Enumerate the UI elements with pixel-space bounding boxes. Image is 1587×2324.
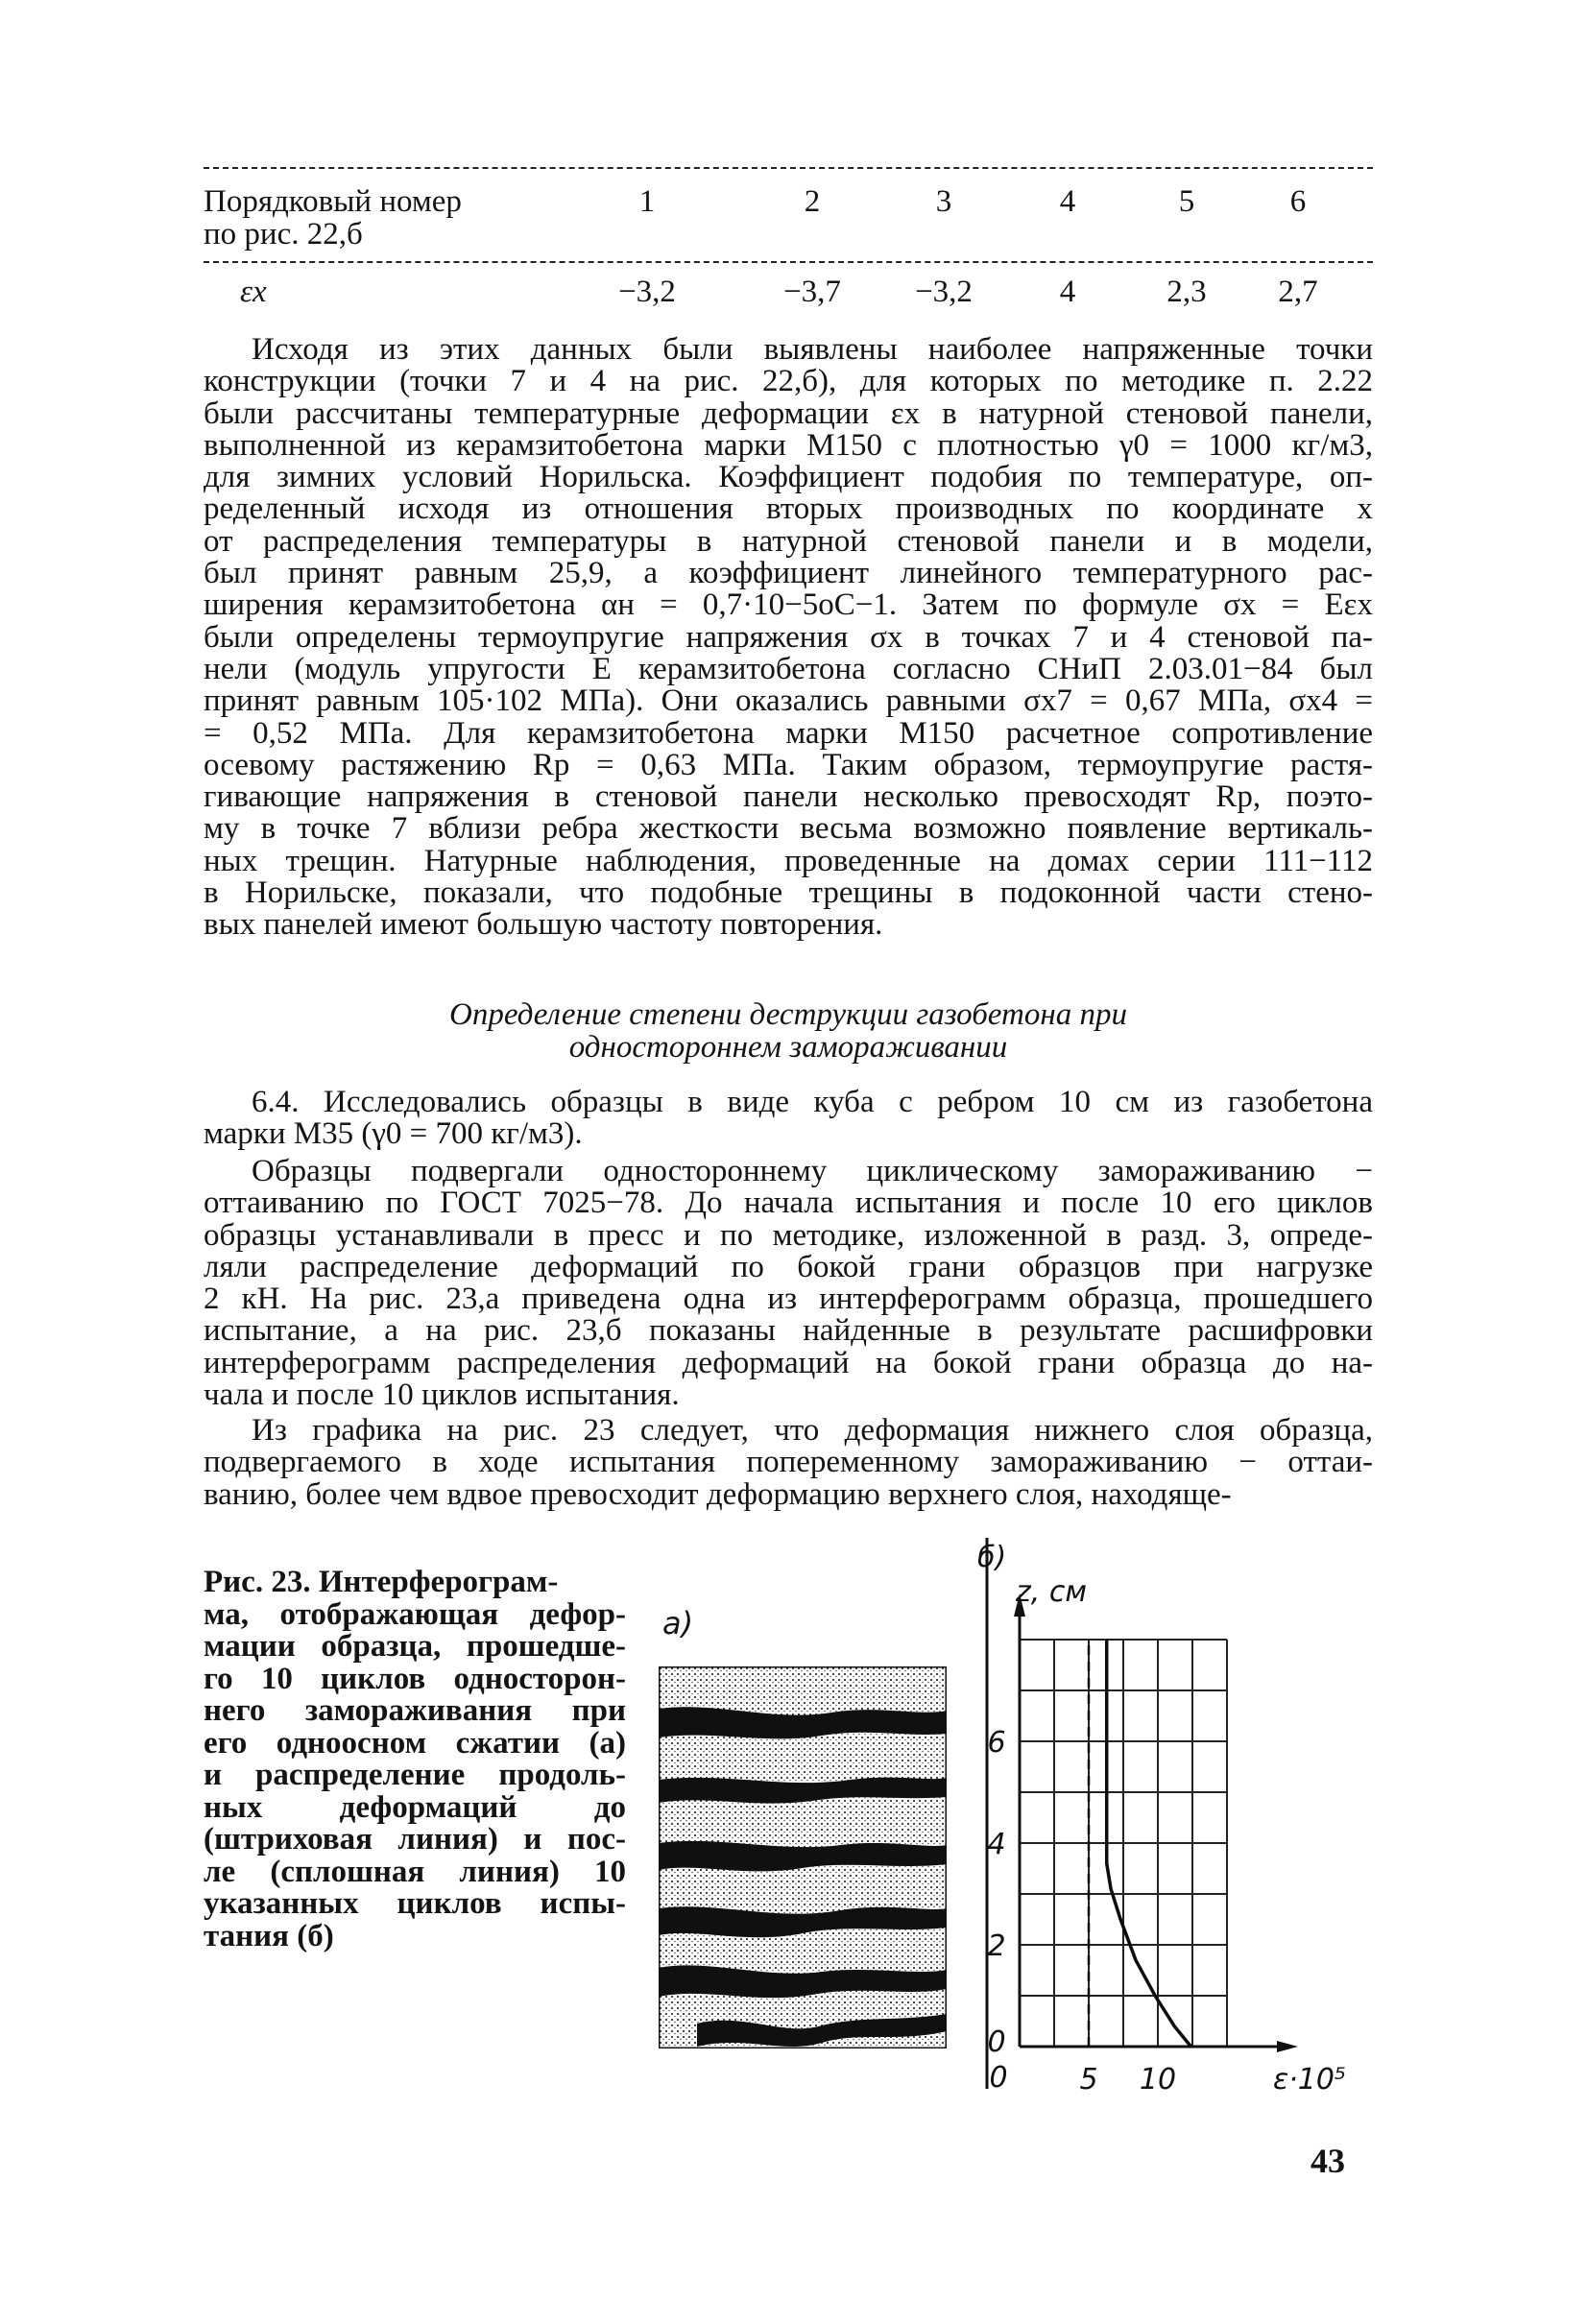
text-line: Из графика на рис. 23 следует, что деформация нижнего слоя образца,: [252, 1415, 1373, 1448]
text-line: от распределения температуры в натурной стеновой панели и в модели,: [204, 525, 1373, 559]
text-line: Образцы подвергали одностороннему циклическому замораживанию −: [252, 1156, 1373, 1188]
caption-line: го 10 циклов односторон-: [204, 1661, 626, 1696]
text-line: Исходя из этих данных были выявлены наиболее напряженные точки: [252, 334, 1373, 367]
table-col-header: 5: [1178, 184, 1195, 219]
x-tick-label: 10: [1139, 2063, 1177, 2093]
caption-line: его одноосном сжатии (а): [204, 1725, 626, 1761]
text-line: ределенный исходя из отношения вторых производных по координате x: [204, 493, 1373, 526]
text-line: подвергаемого в ходе испытания попеременному замораживанию − оттаи-: [204, 1447, 1373, 1479]
caption-line: ных деформаций до: [204, 1789, 626, 1825]
paragraph-1: [204, 334, 1373, 942]
caption-line: и распределение продоль-: [204, 1758, 626, 1792]
caption-line: мации образца, прошедше-: [204, 1629, 626, 1664]
table-cell: 4: [1059, 275, 1076, 309]
x-tick-label: 5: [1079, 2063, 1098, 2093]
text-line: оттаиванию по ГОСТ 7025−78. До начала испытания и после 10 его циклов: [204, 1187, 1373, 1220]
caption-line: (штриховая линия) и пос-: [204, 1822, 626, 1857]
chart-panel-label: б): [977, 1541, 1007, 1574]
table-cell: −3,7: [783, 275, 841, 309]
caption-line: Интерферограм-: [318, 1565, 559, 1599]
text-line: для зимних условий Норильска. Коэффициент подобия по температуре, оп-: [204, 462, 1373, 494]
table-rule-middle: [204, 261, 1373, 263]
text-line: были определены термоупругие напряжения σx в точках 7 и 4 стеновой па-: [204, 621, 1373, 654]
text-line: гивающие напряжения в стеновой панели несколько превосходят Rp, поэто-: [204, 781, 1373, 814]
text-line: осевому растяжению Rp = 0,63 МПа. Таким образом, термоупругие растя-: [204, 749, 1373, 782]
interferogram-image: [659, 1666, 947, 2048]
text-line: нели (модуль упругости E керамзитобетона согласно СНиП 2.03.01−84 был: [204, 653, 1373, 686]
text-line: в Норильске, показали, что подобные трещины в подоконной части стено-: [204, 877, 1373, 910]
text-line: образцы устанавливали в пресс и по методике, изложенной в разд. 3, опреде-: [204, 1219, 1373, 1252]
text-line: конструкции (точки 7 и 4 на рис. 22,б), для которых по методике п. 2.22: [204, 366, 1373, 398]
table-cell: −3,2: [618, 275, 676, 309]
paragraph-2: [204, 1087, 1373, 1151]
table-col-header: 6: [1289, 184, 1307, 219]
caption-line: тания (б): [204, 1918, 334, 1953]
table-col-header: 4: [1059, 184, 1076, 219]
caption-line: ма, отображающая дефор-: [204, 1596, 626, 1632]
text-line: ляли распределение деформаций по бокой грани образцов при нагрузке: [204, 1251, 1373, 1284]
heading-line: одностороннем замораживании: [568, 1030, 1008, 1065]
table-col-header: 2: [804, 184, 821, 219]
table-cell: 2,3: [1166, 275, 1207, 309]
text-line: = 0,52 МПа. Для керамзитобетона марки М150 расчетное сопротивление: [204, 717, 1373, 750]
deformation-chart: [960, 1536, 1421, 2093]
text-line: интерферограмм распределения деформаций на бокой грани образца до на-: [204, 1347, 1373, 1380]
text-line: испытание, а на рис. 23,б показаны найденные в результате расшифровки: [204, 1315, 1373, 1348]
text-line: ширения керамзитобетона αн = 0,7·10−5оС−1. Затем по формуле σx = Eεx: [204, 589, 1373, 622]
text-line: 2 кН. На рис. 23,а приведена одна из интерферограмм образца, прошедшего: [204, 1283, 1373, 1316]
heading-line: Определение степени деструкции газобетона при: [449, 997, 1127, 1032]
text-line: чала и после 10 циклов испытания.: [204, 1379, 680, 1412]
table-row-label-epsilon: εx: [240, 275, 267, 309]
table-row-label-2: по рис. 22,б: [204, 217, 363, 252]
y-tick-label: 2: [987, 1929, 1006, 1963]
table-rule-top: [204, 167, 1373, 169]
section-heading: [204, 998, 1373, 1064]
figure-a-label: а): [662, 1605, 694, 1641]
caption-line: него замораживания при: [204, 1693, 626, 1728]
text-line: принят равным 105·102 МПа). Они оказались равными σx7 = 0,67 МПа, σx4 =: [204, 685, 1373, 718]
table-col-header: 1: [638, 184, 656, 219]
text-line: 6.4. Исследовались образцы в виде куба с ребром 10 см из газобетона: [252, 1087, 1373, 1119]
y-tick-label: 4: [987, 1828, 1006, 1861]
caption-line: указанных циклов испы-: [204, 1886, 626, 1921]
table-cell: 2,7: [1278, 275, 1318, 309]
caption-label: Рис. 23.: [204, 1565, 311, 1599]
table-col-header: 3: [935, 184, 952, 219]
figure-caption: [204, 1567, 626, 1953]
y-tick-label: 0: [987, 2025, 1006, 2059]
table-row-label: Порядковый номер: [204, 184, 462, 219]
text-line: вых панелей имеют большую частоту повторения.: [204, 909, 883, 942]
text-line: были рассчитаны температурные деформации εx в натурной стеновой панели,: [204, 397, 1373, 430]
paragraph-4: [204, 1415, 1373, 1511]
text-line: марки М35 (γ0 = 700 кг/м3).: [204, 1118, 583, 1151]
x-tick-label: 0: [989, 2061, 1008, 2093]
text-line: ванию, более чем вдвое превосходит деформацию верхнего слоя, находяще-: [204, 1478, 1232, 1511]
text-line: ных трещин. Натурные наблюдения, проведенные на домах серии 111−112: [204, 845, 1373, 878]
caption-line: ле (сплошная линия) 10: [204, 1854, 626, 1889]
y-tick-label: 6: [987, 1726, 1006, 1760]
x-axis-label: ε·10⁵: [1273, 2063, 1346, 2093]
table-cell: −3,2: [915, 275, 973, 309]
x-axis-arrow: [1277, 2041, 1298, 2052]
page-number: 43: [1310, 2142, 1345, 2180]
text-line: был принят равным 25,9, а коэффициент линейного температурного рас-: [204, 558, 1373, 590]
paragraph-3: [204, 1156, 1373, 1411]
y-axis-label: z, см: [1016, 1575, 1087, 1609]
text-line: му в точке 7 вблизи ребра жесткости весьма возможно появление вертикаль-: [204, 813, 1373, 846]
text-line: выполненной из керамзитобетона марки М150 с плотностью γ0 = 1000 кг/м3,: [204, 429, 1373, 463]
